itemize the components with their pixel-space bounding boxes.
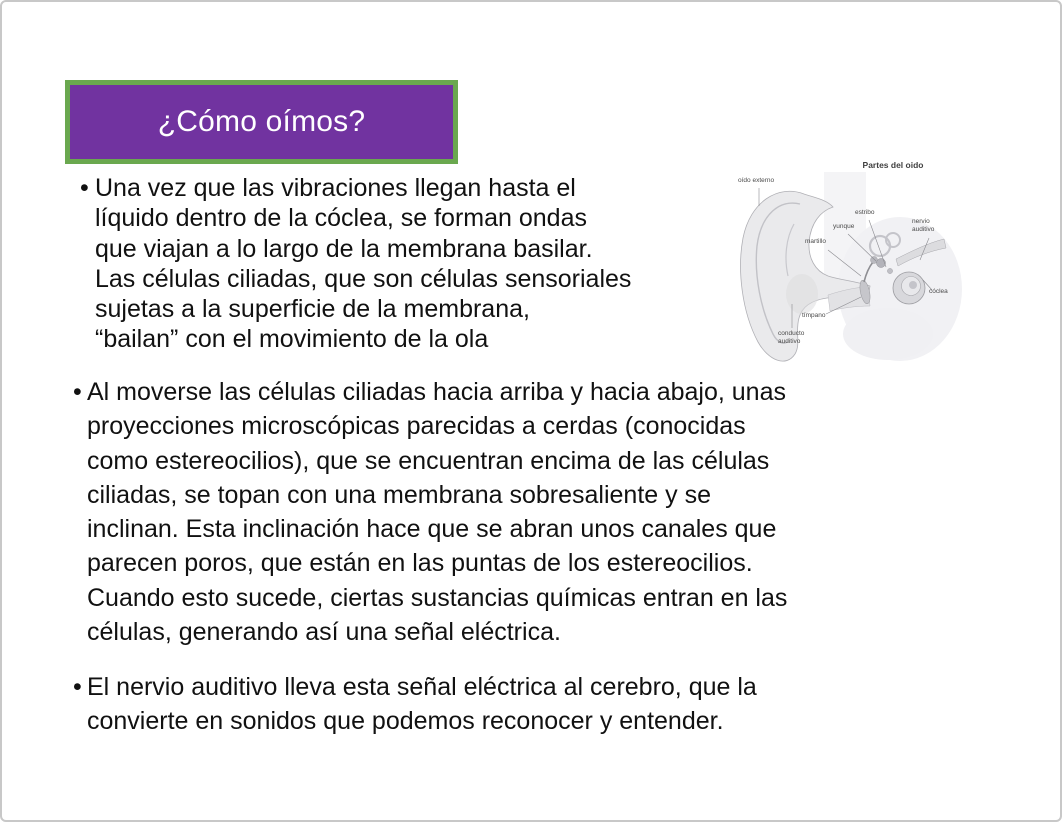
ear-illustration [728, 154, 968, 369]
label-timpano: tímpano [802, 312, 826, 319]
slide-title-box [65, 80, 458, 164]
bullet-item-2 [73, 375, 923, 649]
bullet-2-line: Al moverse las células ciliadas hacia arriba y hacia abajo, unas [87, 378, 786, 406]
label-estribo: estribo [855, 209, 875, 216]
bullet-2-line: células, generando así una señal eléctrica. [87, 618, 561, 647]
bullet-1-line: Las células ciliadas, que son células sensoriales [95, 264, 632, 293]
bullet-2-line: parecen poros, que están en las puntas de los estereocilios. [87, 549, 753, 578]
bullet-1-line: sujetas a la superficie de la membrana, [95, 295, 530, 324]
slide-title: ¿Cómo oímos? [157, 105, 366, 138]
bullet-item-1 [80, 173, 720, 355]
label-coclea: cóclea [929, 288, 948, 295]
bullet-icon: • [73, 378, 82, 406]
bullet-2-line: proyecciones microscópicas parecidas a cerdas (conocidas [87, 412, 746, 441]
ear-anatomy-diagram [728, 154, 968, 369]
bullet-icon: • [80, 174, 89, 202]
bullet-2-line: Cuando esto sucede, ciertas sustancias químicas entran en las [87, 583, 788, 612]
bullet-1-line: que viajan a lo largo de la membrana basilar. [95, 234, 593, 263]
label-yunque: yunque [833, 223, 855, 230]
bullet-1-line: líquido dentro de la cóclea, se forman ondas [95, 204, 587, 233]
head-shading [824, 172, 962, 361]
bullet-2-line: inclinan. Esta inclinación hace que se abran unos canales que [87, 515, 777, 544]
bullet-1-line: Una vez que las vibraciones llegan hasta el [95, 174, 576, 202]
bullet-3-line: convierte en sonidos que podemos reconocer y entender. [87, 707, 724, 736]
cochlea-spiral [893, 272, 925, 304]
label-conducto-auditivo: conducto auditivo [778, 330, 805, 346]
diagram-title: Partes del oido [862, 160, 924, 170]
bullet-2-line: como estereocilios), que se encuentran encima de las células [87, 446, 770, 475]
bullet-1-line: “bailan” con el movimiento de la ola [95, 325, 489, 354]
bullet-icon: • [73, 673, 82, 701]
label-nervio-auditivo: nervio auditivo [912, 218, 935, 234]
bullet-item-3 [73, 670, 923, 739]
bullet-2-line: ciliadas, se topan con una membrana sobresaliente y se [87, 480, 711, 509]
bullet-3-line: El nervio auditivo lleva esta señal eléctrica al cerebro, que la [87, 673, 757, 701]
label-martillo: martillo [805, 238, 826, 245]
label-oido-externo: oído externo [738, 177, 775, 184]
